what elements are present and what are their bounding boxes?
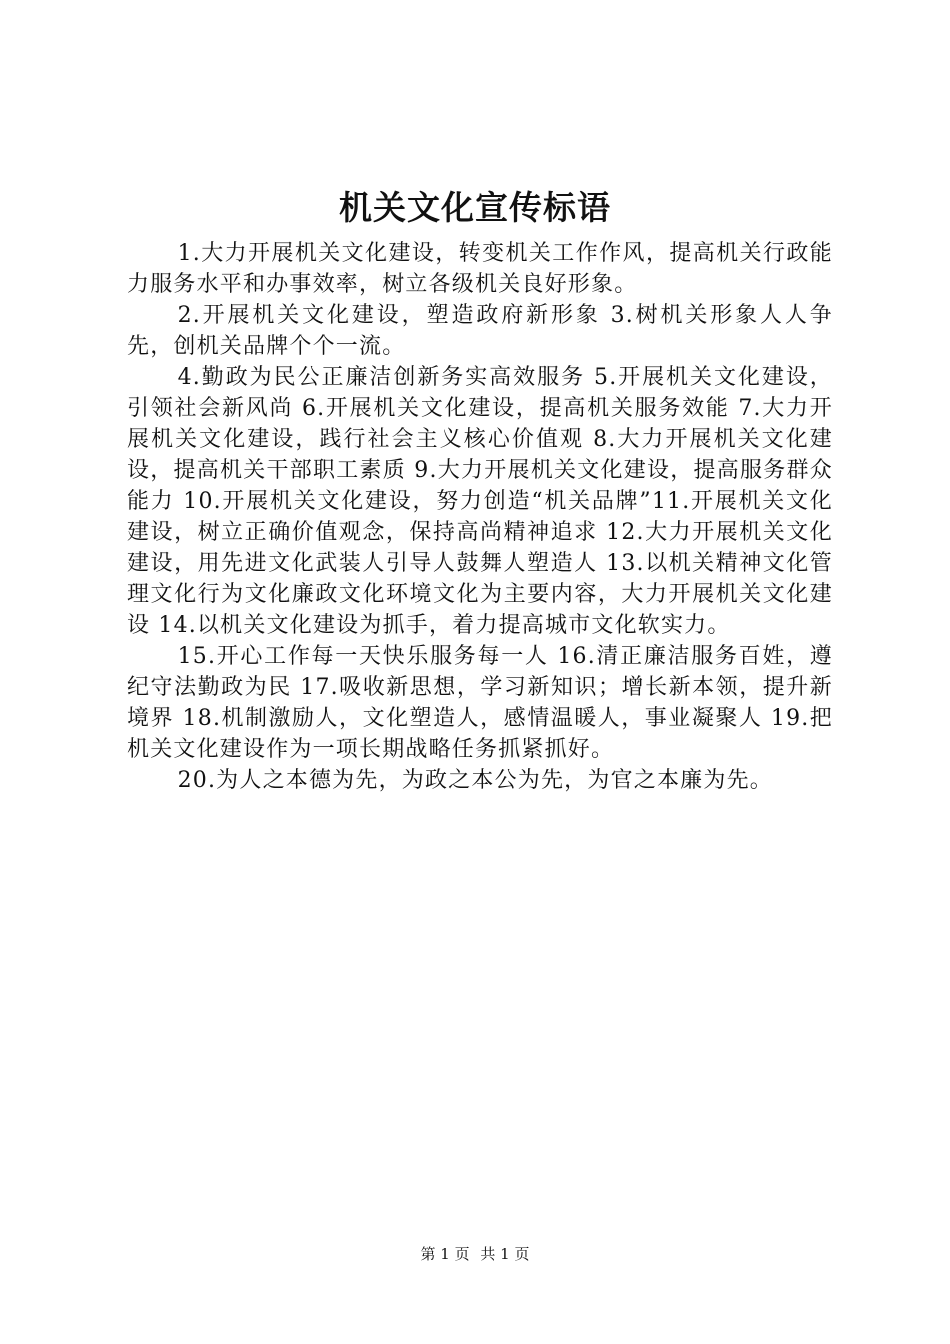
document-title: 机关文化宣传标语 <box>339 188 611 227</box>
page-footer <box>0 1243 950 1265</box>
paragraph-2: 2.开展机关文化建设，塑造政府新形象 3.树机关形象人人争先，创机关品牌个个一流。 <box>127 303 833 359</box>
paragraph-3: 4.勤政为民公正廉洁创新务实高效服务 5.开展机关文化建设，引领社会新风尚 6.开展机关文化建设，提高机关服务效能 7.大力开展机关文化建设，践行社会主义核心价值观 8.大力开展机关文化建设，提高机关干部职工素质 9.大力开展机关文化建设，提高服务群众能力 10.开展机关文化建设，努力创造“机关品牌”11.开展机关文化建设，树立正确价值观念，保持高尚精神追求 12.大力开展机关文化建设，用先进文化武装人引导人鼓舞人塑造人 13.以机关精神文化管理文化行为文化廉政文化环境文化为主要内容，大力开展机关文化建设 14.以机关文化建设为抓手，着力提高城市文化软实力。 <box>127 365 833 638</box>
paragraph-4: 15.开心工作每一天快乐服务每一人 16.清正廉洁服务百姓，遵纪守法勤政为民 17.吸收新思想，学习新知识；增长新本领，提升新境界 18.机制激励人，文化塑造人，感情温暖人，事业凝聚人 19.把机关文化建设作为一项长期战略任务抓紧抓好。 <box>127 644 833 762</box>
page-total: 共 1 页 <box>480 1245 530 1263</box>
paragraph-5: 20.为人之本德为先，为政之本公为先，为官之本廉为先。 <box>177 768 773 793</box>
paragraph-1: 1.大力开展机关文化建设，转变机关工作作风，提高机关行政能力服务水平和办事效率，树立各级机关良好形象。 <box>127 241 833 297</box>
document-body <box>127 238 833 796</box>
page-number: 第 1 页 <box>420 1245 470 1263</box>
